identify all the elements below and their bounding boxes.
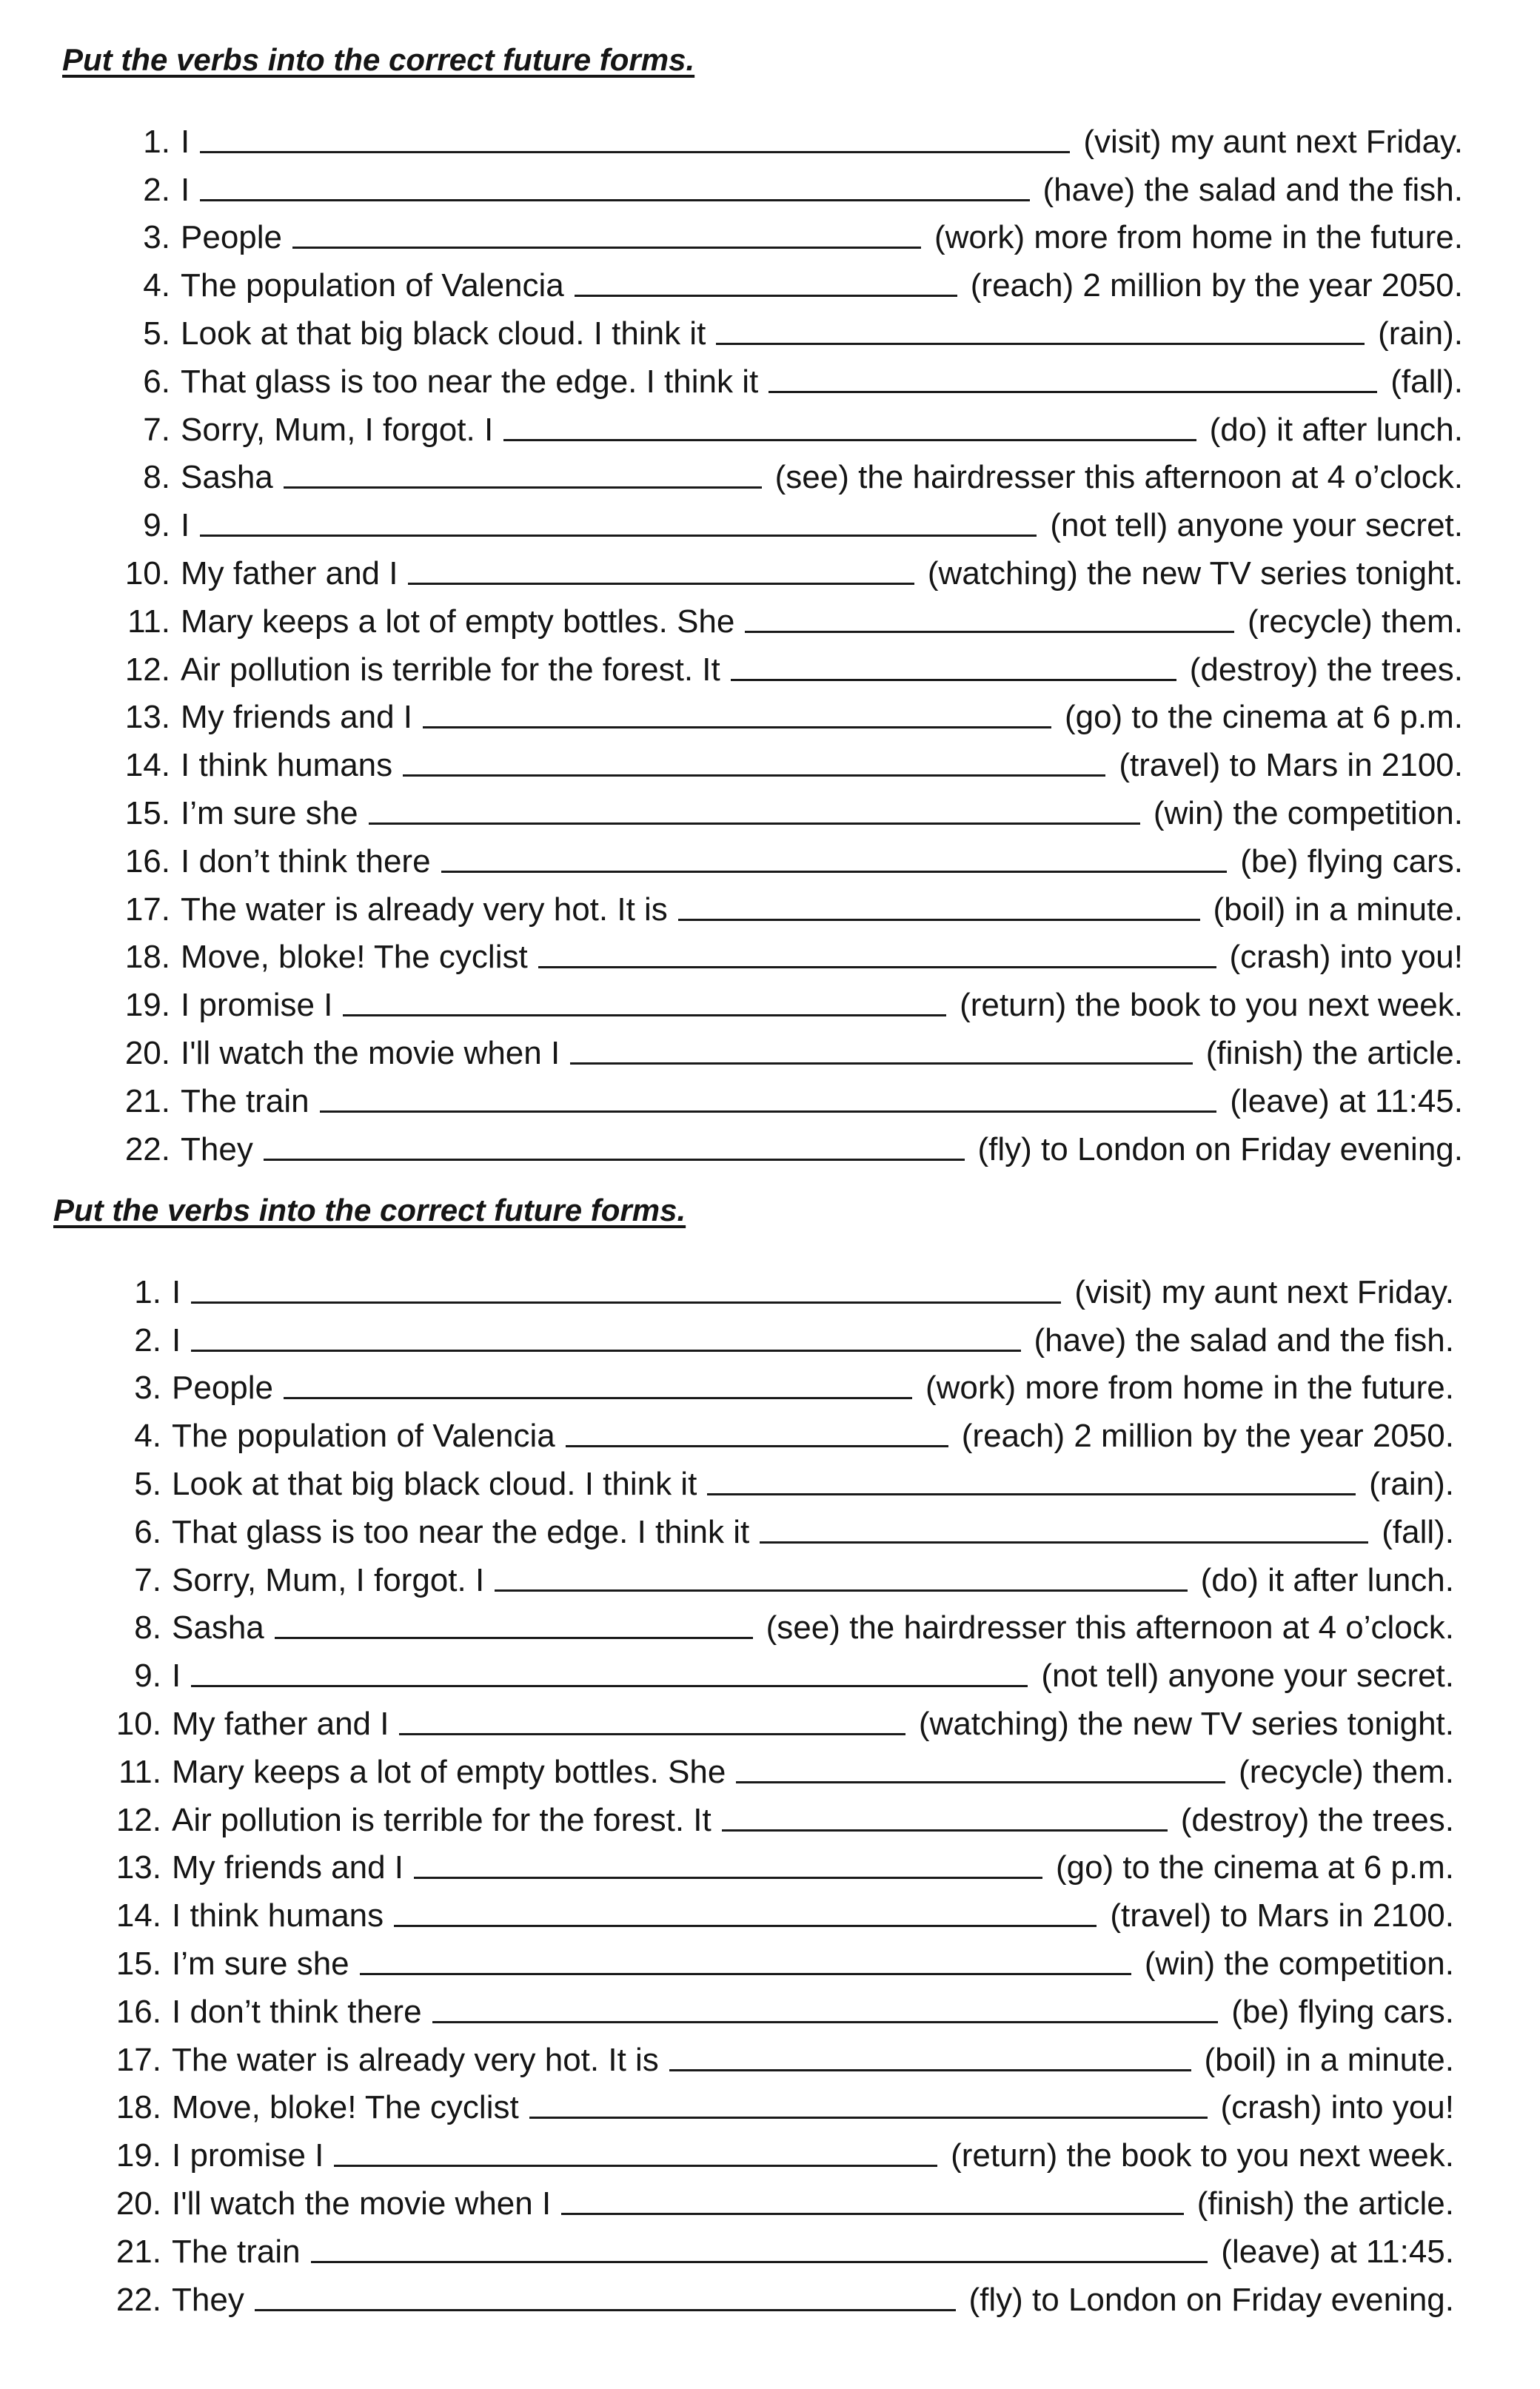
answer-blank[interactable] <box>343 985 946 1016</box>
item-number: 14. <box>116 1897 161 1934</box>
item-number: 5. <box>134 1465 161 1502</box>
answer-blank[interactable] <box>745 601 1234 633</box>
exercise-item <box>110 832 1463 880</box>
sentence-start: They <box>181 1130 253 1167</box>
sentence-start: People <box>172 1370 274 1407</box>
item-number: 20. <box>124 1034 170 1071</box>
exercise-item <box>110 1072 1463 1120</box>
sentence-start: I <box>181 123 190 160</box>
verb-cue: (win) the competition. <box>1144 1945 1454 1982</box>
item-number: 22. <box>116 2281 161 2318</box>
exercise-item <box>101 1839 1454 1887</box>
answer-blank[interactable] <box>255 2279 956 2311</box>
verb-cue: (fly) to London on Friday evening. <box>968 2281 1454 2318</box>
exercise-item <box>110 352 1463 401</box>
exercise-item <box>110 640 1463 688</box>
answer-blank[interactable] <box>191 1272 1061 1304</box>
answer-blank[interactable] <box>678 889 1200 921</box>
answer-blank[interactable] <box>284 1367 912 1399</box>
sentence-start: That glass is too near the edge. I think it <box>172 1513 750 1550</box>
answer-blank[interactable] <box>575 265 957 297</box>
verb-cue: (leave) at 11:45. <box>1221 2233 1454 2270</box>
item-number: 15. <box>116 1945 161 1982</box>
item-number: 6. <box>143 363 170 400</box>
verb-cue: (leave) at 11:45. <box>1230 1082 1463 1119</box>
verb-cue: (reach) 2 million by the year 2050. <box>961 1418 1454 1455</box>
answer-blank[interactable] <box>264 1129 965 1161</box>
verb-cue: (rain). <box>1369 1465 1454 1502</box>
exercise-item <box>101 1599 1454 1647</box>
sentence-start: Look at that big black cloud. I think it <box>172 1465 697 1502</box>
verb-cue: (visit) my aunt next Friday. <box>1074 1273 1454 1310</box>
verb-cue: (visit) my aunt next Friday. <box>1083 123 1463 160</box>
exercise-item <box>101 1407 1454 1455</box>
sentence-start: Sorry, Mum, I forgot. I <box>181 411 494 448</box>
exercise-item <box>101 1455 1454 1503</box>
exercise-item <box>110 544 1463 592</box>
sentence-start: Move, bloke! The cyclist <box>181 939 528 976</box>
answer-blank[interactable] <box>769 361 1377 393</box>
sentence-start: Move, bloke! The cyclist <box>172 2089 519 2126</box>
sentence-start: Mary keeps a lot of empty bottles. She <box>181 603 735 640</box>
sentence-start: The water is already very hot. It is <box>172 2041 659 2078</box>
item-number: 9. <box>143 507 170 544</box>
verb-cue: (travel) to Mars in 2100. <box>1119 747 1463 784</box>
verb-cue: (not tell) anyone your secret. <box>1041 1658 1454 1695</box>
exercise-item <box>110 304 1463 352</box>
exercise-item <box>101 2222 1454 2271</box>
verb-cue: (destroy) the trees. <box>1180 1801 1454 1838</box>
item-number: 4. <box>143 267 170 304</box>
sentence-start: I <box>172 1273 181 1310</box>
sentence-start: Air pollution is terrible for the forest. It <box>181 651 720 688</box>
exercise-item <box>110 1024 1463 1072</box>
verb-cue: (fall). <box>1382 1513 1454 1550</box>
answer-blank[interactable] <box>408 553 914 585</box>
verb-cue: (win) the competition. <box>1153 794 1463 831</box>
item-number: 17. <box>124 891 170 928</box>
exercise-item <box>110 880 1463 928</box>
item-number: 18. <box>124 939 170 976</box>
verb-cue: (go) to the cinema at 6 p.m. <box>1055 1849 1454 1886</box>
answer-blank[interactable] <box>570 1033 1193 1065</box>
exercise-item <box>110 496 1463 544</box>
answer-blank[interactable] <box>292 217 921 249</box>
exercise-item <box>110 592 1463 640</box>
sentence-start: My friends and I <box>181 699 413 736</box>
answer-blank[interactable] <box>275 1607 753 1639</box>
sentence-start: I don’t think there <box>181 842 431 879</box>
exercise-item <box>101 1791 1454 1839</box>
verb-cue: (return) the book to you next week. <box>960 987 1463 1024</box>
answer-blank[interactable] <box>432 1991 1219 2023</box>
sentence-start: I think humans <box>172 1897 384 1934</box>
exercise-item <box>101 1503 1454 1551</box>
exercise-item <box>110 928 1463 976</box>
sentence-start: I’m sure she <box>181 794 358 831</box>
verb-cue: (be) flying cars. <box>1231 1993 1454 2030</box>
verb-cue: (finish) the article. <box>1196 2185 1454 2222</box>
answer-blank[interactable] <box>716 313 1365 345</box>
answer-blank[interactable] <box>369 793 1140 825</box>
exercise-item <box>101 1311 1454 1359</box>
exercise-list <box>0 113 1540 1168</box>
answer-blank[interactable] <box>414 1847 1042 1879</box>
sentence-start: I promise I <box>181 987 333 1024</box>
verb-cue: (boil) in a minute. <box>1204 2041 1454 2078</box>
answer-blank[interactable] <box>669 2040 1191 2071</box>
exercise-heading: Put the verbs into the correct future forms. <box>53 1193 686 1227</box>
answer-blank[interactable] <box>311 2231 1208 2263</box>
exercise-item <box>110 688 1463 737</box>
item-number: 7. <box>134 1561 161 1598</box>
item-number: 22. <box>124 1130 170 1167</box>
sentence-start: The train <box>181 1082 309 1119</box>
exercise-item <box>110 256 1463 304</box>
exercise-item <box>110 449 1463 497</box>
item-number: 2. <box>134 1321 161 1358</box>
verb-cue: (fly) to London on Friday evening. <box>977 1130 1463 1167</box>
exercise-item <box>110 1120 1463 1168</box>
sentence-start: The train <box>172 2233 301 2270</box>
answer-blank[interactable] <box>191 1320 1020 1352</box>
answer-blank[interactable] <box>731 649 1176 681</box>
sentence-start: I don’t think there <box>172 1993 422 2030</box>
verb-cue: (finish) the article. <box>1205 1034 1463 1071</box>
answer-blank[interactable] <box>320 1081 1217 1113</box>
item-number: 16. <box>116 1993 161 2030</box>
verb-cue: (see) the hairdresser this afternoon at 4 o’clock. <box>766 1609 1454 1646</box>
answer-blank[interactable] <box>284 457 762 489</box>
verb-cue: (have) the salad and the fish. <box>1034 1321 1454 1358</box>
exercise-item <box>101 2031 1454 2079</box>
exercise-item <box>110 113 1463 161</box>
verb-cue: (work) more from home in the future. <box>925 1370 1454 1407</box>
sentence-start: The water is already very hot. It is <box>181 891 668 928</box>
exercise-item <box>101 1695 1454 1743</box>
item-number: 19. <box>124 987 170 1024</box>
exercise-item <box>101 1263 1454 1311</box>
item-number: 7. <box>143 411 170 448</box>
item-number: 21. <box>116 2233 161 2270</box>
exercise-item <box>101 1646 1454 1695</box>
answer-blank[interactable] <box>334 2135 937 2167</box>
exercise-item <box>101 1359 1454 1407</box>
answer-blank[interactable] <box>561 2183 1184 2215</box>
answer-blank[interactable] <box>200 170 1029 201</box>
exercise-section-1 <box>0 36 1540 1168</box>
item-number: 5. <box>143 315 170 352</box>
item-number: 8. <box>134 1609 161 1646</box>
item-number: 1. <box>134 1273 161 1310</box>
exercise-item <box>101 1743 1454 1791</box>
answer-blank[interactable] <box>399 1703 905 1735</box>
item-number: 10. <box>116 1705 161 1742</box>
exercise-item <box>110 161 1463 209</box>
exercise-item <box>110 401 1463 449</box>
sentence-start: My father and I <box>181 554 398 592</box>
verb-cue: (reach) 2 million by the year 2050. <box>970 267 1463 304</box>
sentence-start: I'll watch the movie when I <box>181 1034 560 1071</box>
verb-cue: (travel) to Mars in 2100. <box>1110 1897 1454 1934</box>
sentence-start: I'll watch the movie when I <box>172 2185 552 2222</box>
item-number: 3. <box>143 219 170 256</box>
answer-blank[interactable] <box>360 1943 1131 1975</box>
exercise-item <box>101 1551 1454 1599</box>
verb-cue: (recycle) them. <box>1248 603 1463 640</box>
exercise-item <box>110 736 1463 784</box>
sentence-start: That glass is too near the edge. I think it <box>181 363 759 400</box>
item-number: 9. <box>134 1658 161 1695</box>
verb-cue: (crash) into you! <box>1220 2089 1454 2126</box>
sentence-start: I <box>181 171 190 208</box>
answer-blank[interactable] <box>200 121 1070 153</box>
exercise-item <box>110 209 1463 257</box>
exercise-item <box>101 1934 1454 1983</box>
verb-cue: (do) it after lunch. <box>1200 1561 1454 1598</box>
item-number: 8. <box>143 459 170 496</box>
answer-blank[interactable] <box>760 1512 1368 1544</box>
exercise-item <box>101 2174 1454 2222</box>
item-number: 4. <box>134 1418 161 1455</box>
sentence-start: They <box>172 2281 244 2318</box>
answer-blank[interactable] <box>441 841 1228 873</box>
verb-cue: (crash) into you! <box>1229 939 1463 976</box>
exercise-item <box>110 784 1463 832</box>
sentence-start: People <box>181 219 283 256</box>
exercise-heading: Put the verbs into the correct future forms. <box>62 42 695 77</box>
verb-cue: (recycle) them. <box>1239 1753 1454 1790</box>
verb-cue: (be) flying cars. <box>1240 842 1463 879</box>
verb-cue: (have) the salad and the fish. <box>1042 171 1463 208</box>
item-number: 12. <box>116 1801 161 1838</box>
sentence-start: I <box>172 1658 181 1695</box>
sentence-start: Mary keeps a lot of empty bottles. She <box>172 1753 726 1790</box>
item-number: 3. <box>134 1370 161 1407</box>
sentence-start: Air pollution is terrible for the forest. It <box>172 1801 712 1838</box>
item-number: 13. <box>116 1849 161 1886</box>
verb-cue: (see) the hairdresser this afternoon at 4 o’clock. <box>774 459 1463 496</box>
answer-blank[interactable] <box>736 1752 1225 1783</box>
answer-blank[interactable] <box>200 505 1037 537</box>
answer-blank[interactable] <box>503 409 1196 441</box>
item-number: 2. <box>143 171 170 208</box>
sentence-start: I think humans <box>181 747 393 784</box>
answer-blank[interactable] <box>394 1895 1097 1927</box>
item-number: 11. <box>127 603 170 640</box>
item-number: 10. <box>124 554 170 592</box>
item-number: 6. <box>134 1513 161 1550</box>
sentence-start: Sorry, Mum, I forgot. I <box>172 1561 485 1598</box>
item-number: 21. <box>124 1082 170 1119</box>
verb-cue: (not tell) anyone your secret. <box>1050 507 1463 544</box>
verb-cue: (return) the book to you next week. <box>951 2137 1454 2174</box>
sentence-start: I <box>172 1321 181 1358</box>
verb-cue: (rain). <box>1378 315 1463 352</box>
exercise-item <box>101 2271 1454 2319</box>
item-number: 1. <box>143 123 170 160</box>
exercise-item <box>101 1983 1454 2031</box>
answer-blank[interactable] <box>529 2087 1208 2119</box>
sentence-start: My father and I <box>172 1705 389 1742</box>
verb-cue: (boil) in a minute. <box>1213 891 1463 928</box>
verb-cue: (do) it after lunch. <box>1209 411 1463 448</box>
item-number: 13. <box>124 699 170 736</box>
item-number: 20. <box>116 2185 161 2222</box>
sentence-start: The population of Valencia <box>181 267 564 304</box>
sentence-start: Sasha <box>172 1609 264 1646</box>
answer-blank[interactable] <box>403 745 1105 777</box>
exercise-list <box>0 1263 1540 2319</box>
verb-cue: (watching) the new TV series tonight. <box>927 554 1463 592</box>
item-number: 15. <box>124 794 170 831</box>
answer-blank[interactable] <box>538 936 1216 968</box>
verb-cue: (fall). <box>1390 363 1463 400</box>
sentence-start: I’m sure she <box>172 1945 349 1982</box>
item-number: 19. <box>116 2137 161 2174</box>
item-number: 16. <box>124 842 170 879</box>
verb-cue: (go) to the cinema at 6 p.m. <box>1064 699 1463 736</box>
sentence-start: Sasha <box>181 459 273 496</box>
answer-blank[interactable] <box>707 1464 1356 1495</box>
exercise-section-2 <box>0 1186 1540 2319</box>
exercise-item <box>101 2079 1454 2127</box>
exercise-item <box>101 1886 1454 1934</box>
item-number: 11. <box>118 1753 161 1790</box>
answer-blank[interactable] <box>722 1800 1168 1832</box>
answer-blank[interactable] <box>191 1655 1028 1687</box>
item-number: 18. <box>116 2089 161 2126</box>
exercise-item <box>101 2126 1454 2174</box>
item-number: 12. <box>124 651 170 688</box>
sentence-start: My friends and I <box>172 1849 404 1886</box>
sentence-start: I <box>181 507 190 544</box>
sentence-start: Look at that big black cloud. I think it <box>181 315 706 352</box>
item-number: 14. <box>124 747 170 784</box>
answer-blank[interactable] <box>423 697 1051 728</box>
exercise-item <box>110 976 1463 1024</box>
item-number: 17. <box>116 2041 161 2078</box>
verb-cue: (watching) the new TV series tonight. <box>918 1705 1454 1742</box>
sentence-start: I promise I <box>172 2137 324 2174</box>
sentence-start: The population of Valencia <box>172 1418 555 1455</box>
verb-cue: (destroy) the trees. <box>1189 651 1463 688</box>
verb-cue: (work) more from home in the future. <box>934 219 1463 256</box>
answer-blank[interactable] <box>495 1560 1187 1592</box>
answer-blank[interactable] <box>566 1415 948 1447</box>
